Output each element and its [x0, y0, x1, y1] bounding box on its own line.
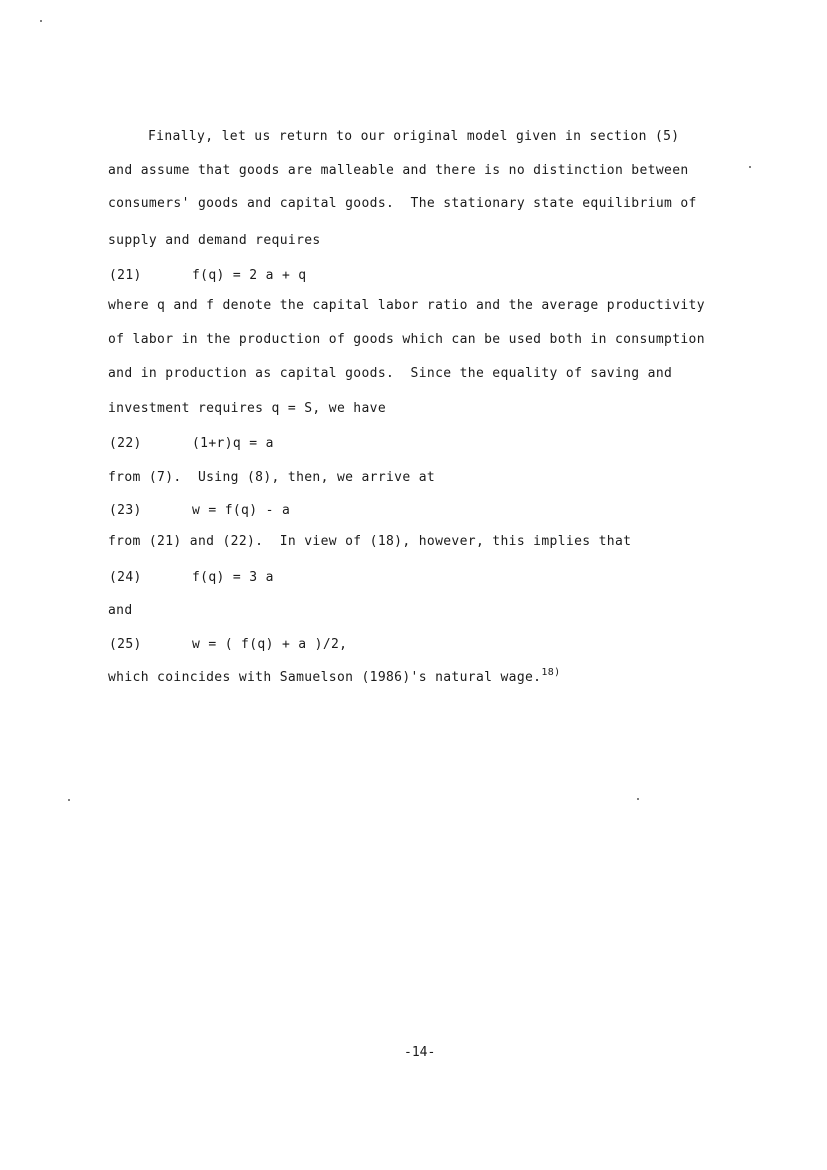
paragraph-1-line-1: Finally, let us return to our original model given in section (5) [148, 129, 680, 144]
equation-23-number: (23) [109, 503, 142, 518]
paragraph-2-line-1: where q and f denote the capital labor ratio and the average productivity [108, 298, 705, 313]
paragraph-3: from (7). Using (8), then, we arrive at [108, 470, 436, 485]
scan-speck [749, 166, 751, 168]
scan-speck [637, 798, 639, 800]
paragraph-2-line-3: and in production as capital goods. Since the equality of saving and [108, 366, 673, 381]
equation-24-body: f(q) = 3 a [192, 570, 274, 585]
paragraph-1-line-3: consumers' goods and capital goods. The stationary state equilibrium of [108, 196, 697, 211]
equation-22-body: (1+r)q = a [192, 436, 274, 451]
paragraph-4: from (21) and (22). In view of (18), however, this implies that [108, 534, 632, 549]
paragraph-1-line-2: and assume that goods are malleable and there is no distinction between [108, 163, 689, 178]
paragraph-1-line-4: supply and demand requires [108, 233, 321, 248]
equation-25-body: w = ( f(q) + a )/2, [192, 637, 348, 652]
paragraph-2-line-4: investment requires q = S, we have [108, 401, 387, 416]
paragraph-5: and [108, 603, 133, 618]
page-number: -14- [404, 1045, 436, 1060]
equation-23-body: w = f(q) - a [192, 503, 291, 518]
equation-22-number: (22) [109, 436, 142, 451]
equation-25-number: (25) [109, 637, 142, 652]
equation-21-body: f(q) = 2 a + q [192, 268, 307, 283]
equation-24-number: (24) [109, 570, 142, 585]
paragraph-6-text: which coincides with Samuelson (1986)'s natural wage. [108, 670, 542, 685]
footnote-marker: 18) [541, 667, 561, 678]
paragraph-6 [108, 667, 561, 686]
scan-speck [68, 799, 70, 801]
equation-21-number: (21) [109, 268, 142, 283]
paragraph-2-line-2: of labor in the production of goods which can be used both in consumption [108, 332, 705, 347]
scan-speck [40, 20, 42, 22]
